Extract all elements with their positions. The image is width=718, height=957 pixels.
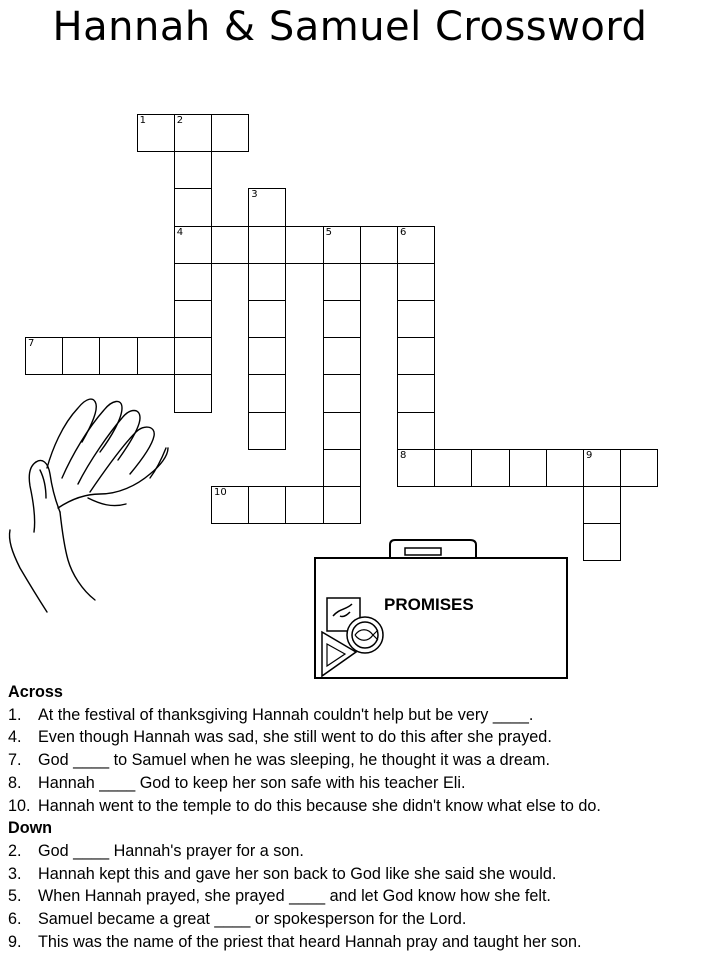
clue-item-number: 6. [8,910,22,929]
clue-number: 8 [400,449,407,461]
clue-item [8,726,713,749]
clue-item-number: 3. [8,864,22,883]
down-heading: Down [8,819,53,838]
clue-number: 4 [176,226,184,238]
clue-number: 3 [251,189,258,201]
clue-item-text: Hannah went to the temple to do this because she didn't know what else to do. [38,796,601,815]
clue-item-text: God ____ to Samuel when he was sleeping, he thought it was a dream. [38,751,551,770]
clue-number: 9 [586,449,593,461]
clue-item-number: 7. [8,751,22,770]
clue-item-number: 5. [8,887,22,906]
clue-item-number: 2. [8,841,22,860]
clue-item [8,749,713,772]
clue-item-text: When Hannah prayed, she prayed ____ and let God know how she felt. [38,887,551,906]
clue-item [8,885,713,908]
clue-number: 1 [139,115,146,126]
clue-number: 10 [214,487,227,498]
clue-item-number: 8. [8,773,22,792]
clue-item-number: 4. [8,728,22,747]
clue-item [8,795,713,818]
clue-item-text: God ____ Hannah's prayer for a son. [38,841,304,860]
clue-item-text: Even though Hannah was sad, she still went to do this after she prayed. [38,728,552,747]
clue-item [8,931,713,954]
clue-item [8,772,713,795]
clue-item-text: Samuel became a great ____ or spokesperson for the Lord. [38,910,467,929]
clue-item-number: 10. [8,796,31,815]
down-list [8,840,713,954]
page-title: Hannah & Samuel Crossword [52,4,648,50]
across-heading: Across [8,683,63,701]
clue-item [8,863,713,886]
clue-item [8,840,713,863]
briefcase-label: PROMISES [384,595,474,614]
fish-icon [347,617,383,653]
clue-number: 5 [325,226,332,238]
clue-item [8,704,713,727]
across-list [8,704,713,818]
clue-item-text: At the festival of thanksgiving Hannah couldn't help but be very ____. [38,705,534,724]
clue-number: 7 [28,338,35,350]
clue-item-text: Hannah kept this and gave her son back to God like she said she would. [38,864,557,883]
clue-number: 6 [400,226,407,238]
clue-item-text: This was the name of the priest that heard Hannah pray and taught her son. [38,932,582,951]
clue-item-number: 1. [8,705,22,724]
clues-section [8,681,713,953]
clue-item-text: Hannah ____ God to keep her son safe with his teacher Eli. [38,773,466,792]
clue-item-number: 9. [8,932,22,951]
clue-number: 2 [176,115,184,126]
clue-item [8,908,713,931]
